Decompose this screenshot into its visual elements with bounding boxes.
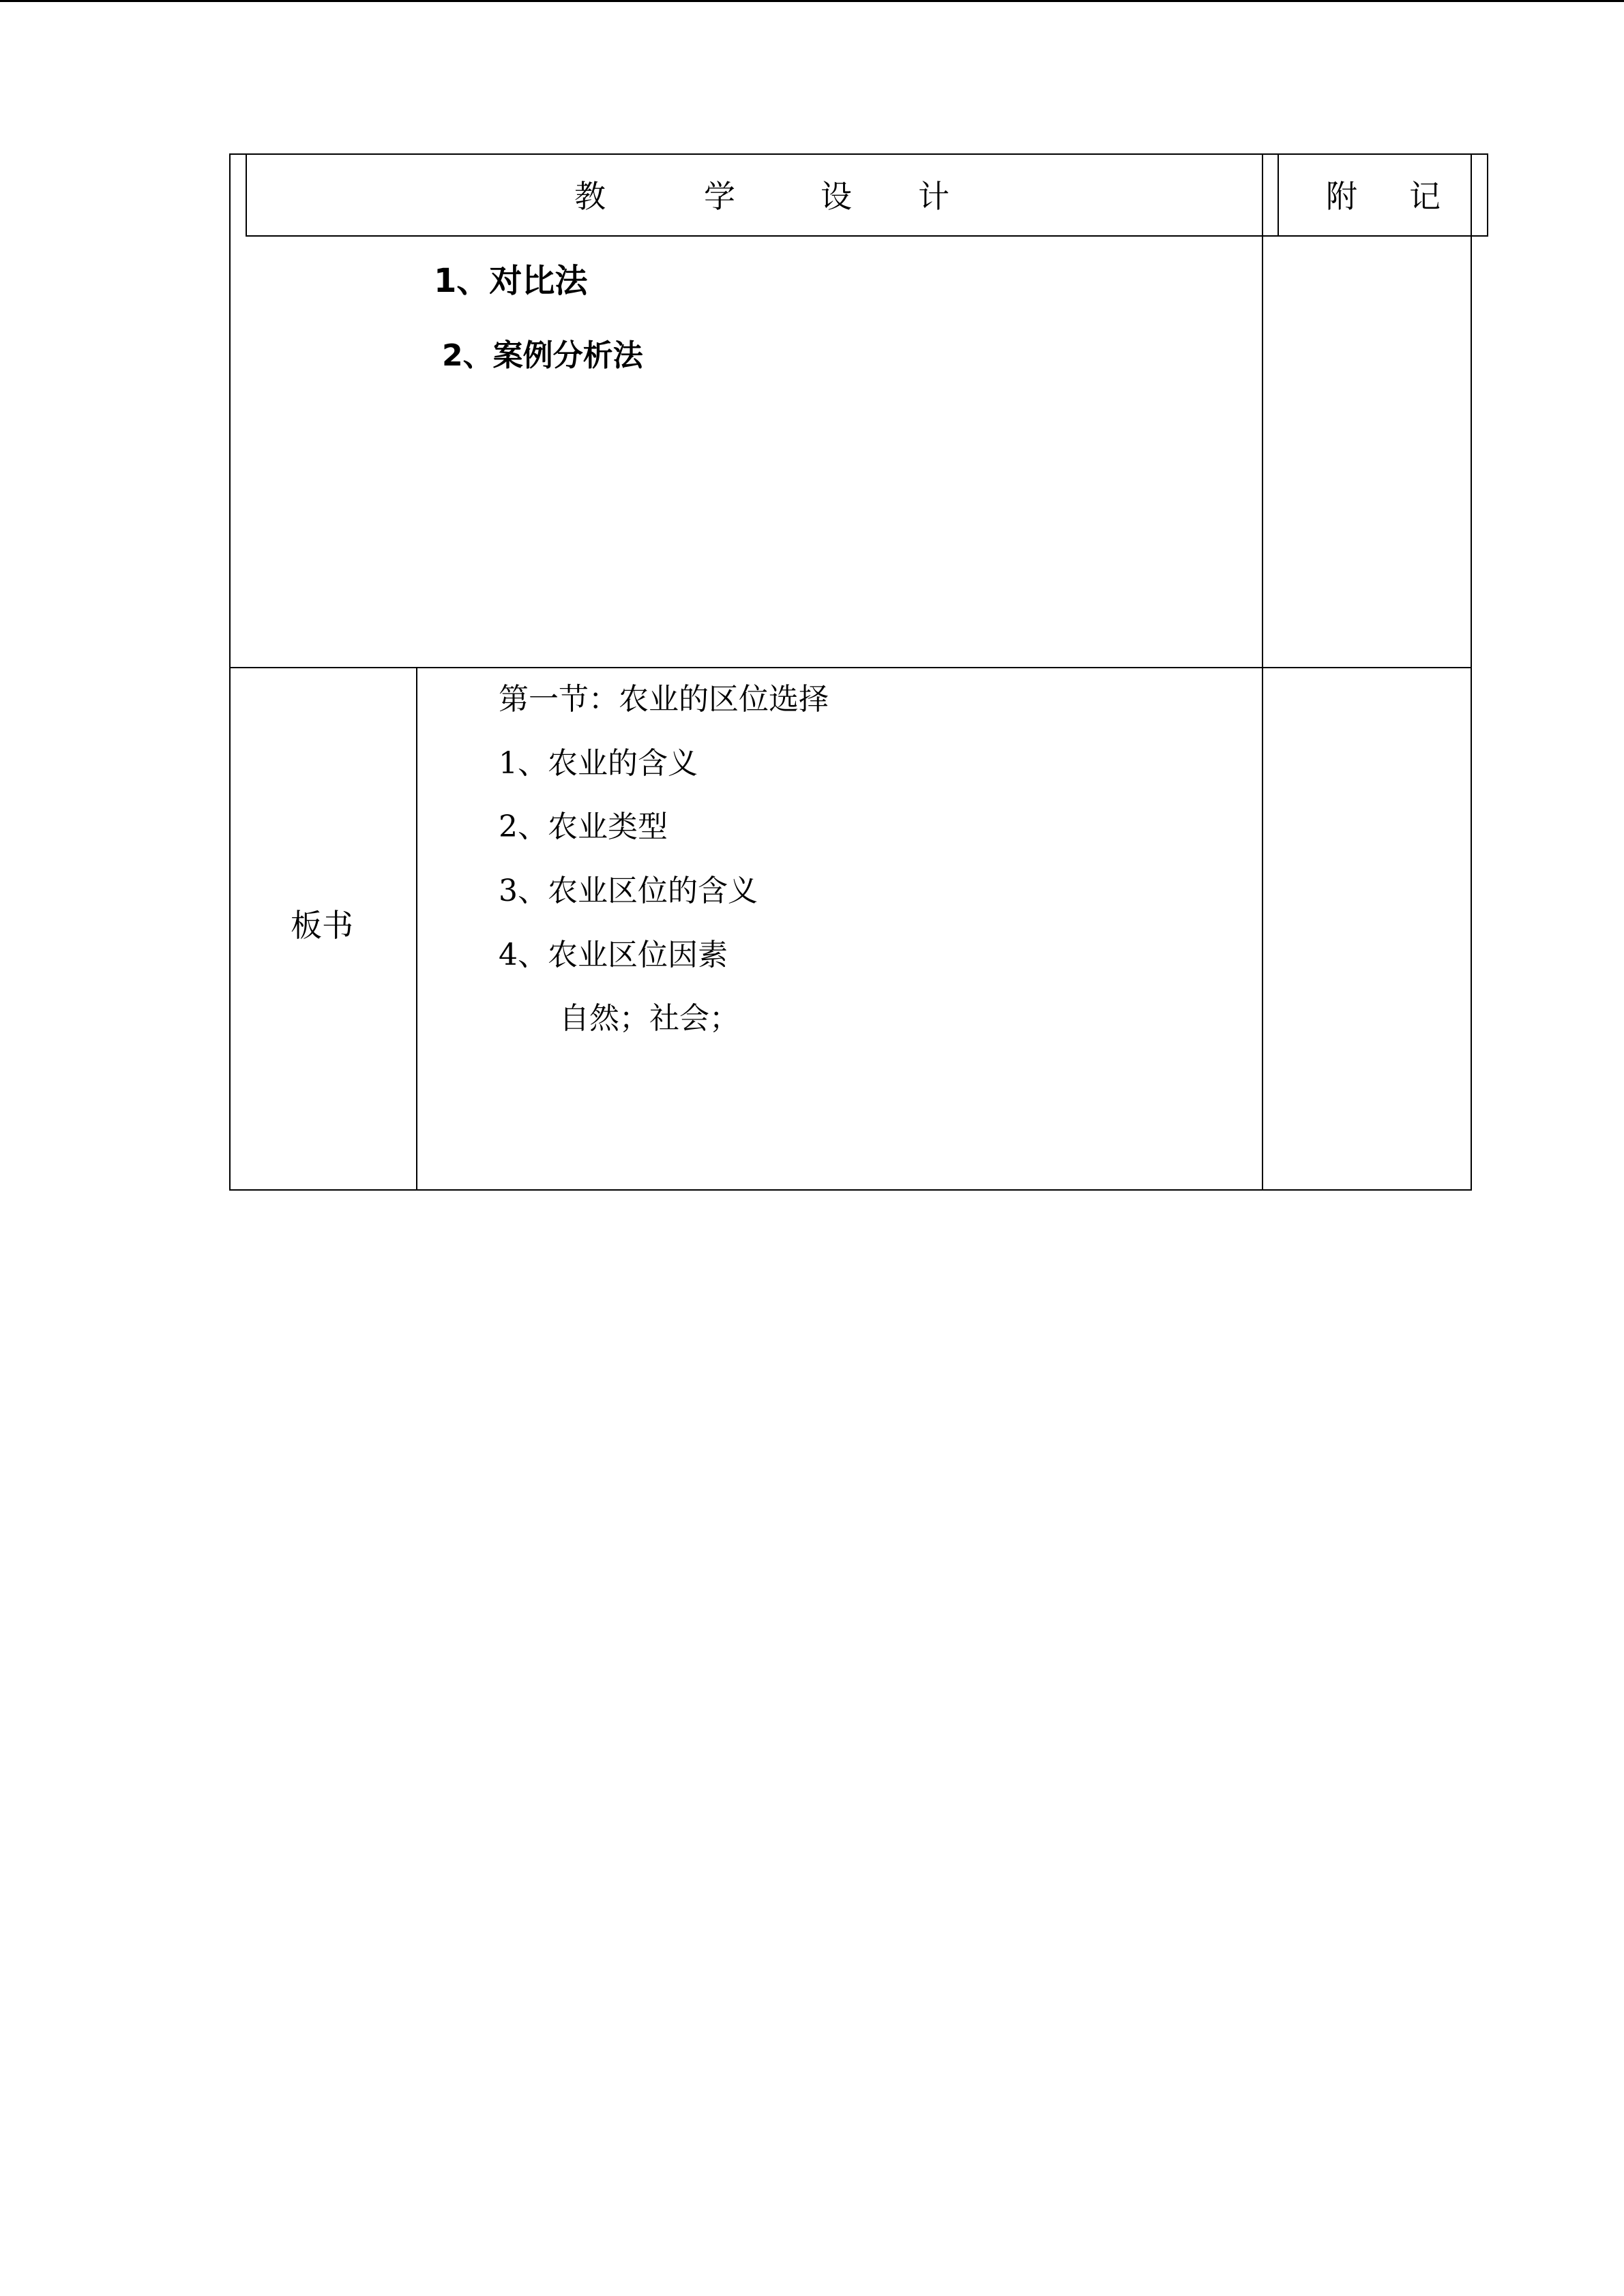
- header-inner-divider: [1278, 153, 1279, 237]
- board-label-divider: [416, 667, 417, 1190]
- board-item-4: 4、农业区位因素: [499, 938, 728, 972]
- header-notes-char-2: 记: [1409, 178, 1441, 215]
- board-item-title: 第一节：农业的区位选择: [499, 682, 829, 717]
- header-notes-char-1: 附: [1326, 178, 1357, 215]
- notes-column-divider: [1262, 153, 1263, 1190]
- method-item-2: 2、案例分析法: [442, 338, 643, 373]
- header-outer-right-border: [1487, 153, 1488, 237]
- page-top-border: [0, 0, 1624, 2]
- method-item-1: 1、对比法: [434, 262, 588, 300]
- header-design-char-3: 设: [821, 178, 852, 215]
- board-item-2: 2、农业类型: [499, 809, 668, 844]
- header-design-char-4: 计: [918, 178, 949, 215]
- table-right-border: [1471, 153, 1472, 1190]
- board-item-3: 3、农业区位的含义: [499, 874, 758, 908]
- board-item-4-detail: 自然；社会；: [559, 1001, 739, 1036]
- header-design-char-1: 教: [574, 178, 606, 215]
- board-item-1: 1、农业的含义: [499, 746, 698, 781]
- table-left-border: [229, 153, 231, 1190]
- table-top-border: [229, 153, 1488, 155]
- header-design-char-2: 学: [704, 178, 735, 215]
- board-label: 板书: [291, 907, 353, 944]
- header-bottom-border: [246, 235, 1488, 237]
- header-inner-left-border: [246, 153, 247, 237]
